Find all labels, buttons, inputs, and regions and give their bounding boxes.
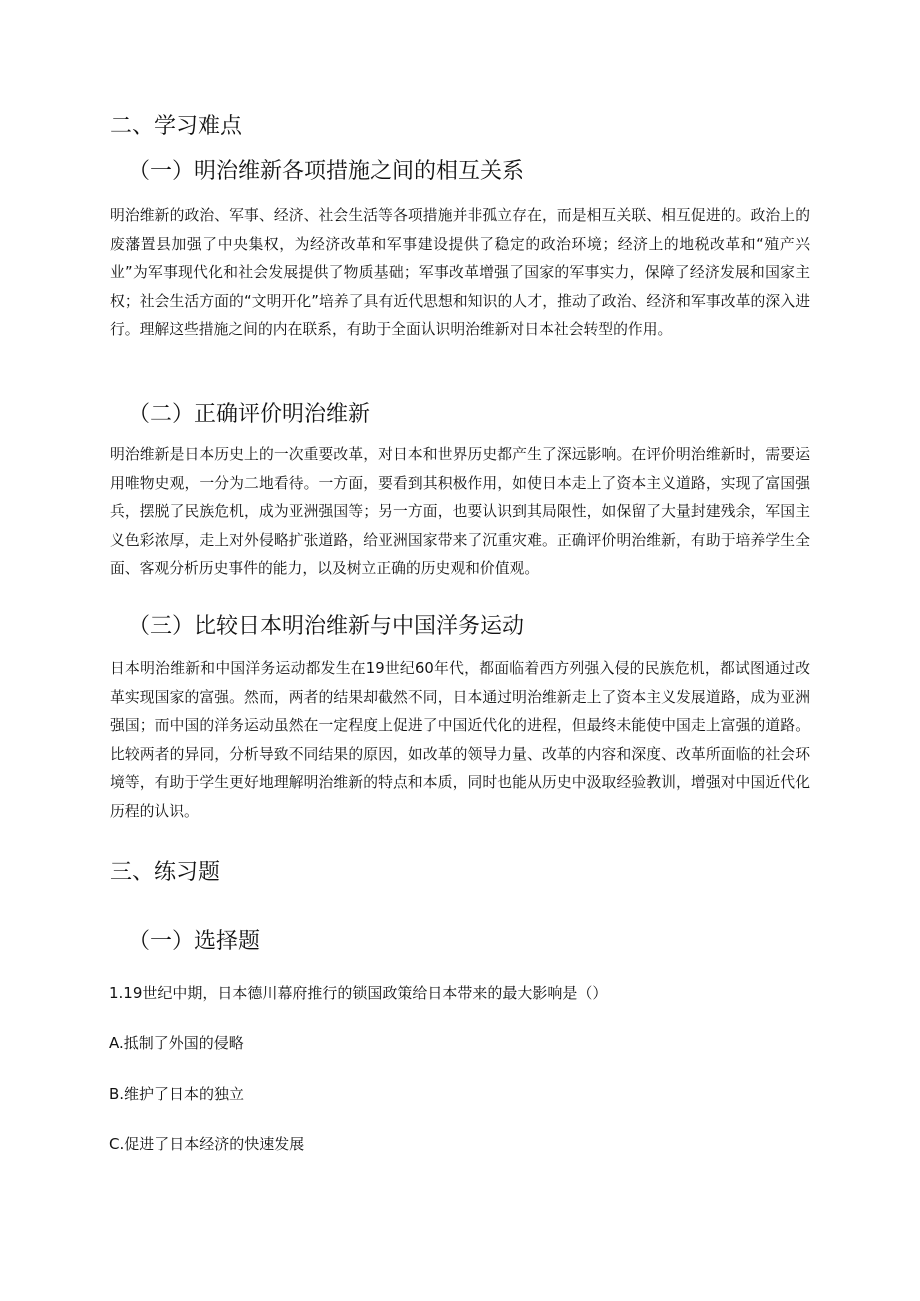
subheading-evaluate-meiji: （二）正确评价明治维新 [128, 402, 371, 427]
option-c: C.促进了日本经济的快速发展 [109, 1135, 305, 1153]
paragraph-compare-movements: 日本明治维新和中国洋务运动都发生在19世纪60年代，都面临着西方列强入侵的民族危机，都试图通过改革实现国家的富强。然而，两者的结果却截然不同，日本通过明治维新走上了资本主义发展道路，成为亚洲强国；而中国的洋务运动虽然在一定程度上促进了中国近代化的进程，但最终未能使中国走上富强的道路。比较两者的异同，分析导致不同结果的原因，如改革的领导力量、改革的内容和深度、改革所面临的社会环境等，有助于学生更好地理解明治维新的特点和本质，同时也能从历史中汲取经验教训，增强对中国近代化历程的认识。 [110, 660, 810, 820]
paragraph-evaluate-meiji: 明治维新是日本历史上的一次重要改革，对日本和世界历史都产生了深远影响。在评价明治维新时，需要运用唯物史观，一分为二地看待。一方面，要看到其积极作用，如使日本走上了资本主义道路，实现了富国强兵，摆脱了民族危机，成为亚洲强国等；另一方面，也要认识到其局限性，如保留了大量封建残余，军国主义色彩浓厚，走上对外侵略扩张道路，给亚洲国家带来了沉重灾难。正确评价明治维新，有助于培养学生全面、客观分析历史事件的能力，以及树立正确的历史观和价值观。 [110, 446, 810, 577]
subheading-multiple-choice: （一）选择题 [128, 929, 261, 954]
option-a: A.抵制了外国的侵略 [109, 1034, 244, 1052]
section-heading-difficulties: 二、学习难点 [110, 114, 243, 139]
paragraph-measures-relationship: 明治维新的政治、军事、经济、社会生活等各项措施并非孤立存在，而是相互关联、相互促进的。政治上的废藩置县加强了中央集权，为经济改革和军事建设提供了稳定的政治环境；经济上的地税改革和“殖产兴业”为军事现代化和社会发展提供了物质基础；军事改革增强了国家的军事实力，保障了经济发展和国家主权；社会生活方面的“文明开化”培养了具有近代思想和知识的人才，推动了政治、经济和军事改革的深入进行。理解这些措施之间的内在联系，有助于全面认识明治维新对日本社会转型的作用。 [110, 207, 810, 338]
subheading-measures-relationship: （一）明治维新各项措施之间的相互关系 [128, 159, 525, 184]
question-1: 1.19世纪中期，日本德川幕府推行的锁国政策给日本带来的最大影响是（） [109, 984, 608, 1002]
section-heading-exercises: 三、练习题 [110, 860, 221, 885]
option-b: B.维护了日本的独立 [109, 1085, 245, 1103]
subheading-compare-movements: （三）比较日本明治维新与中国洋务运动 [128, 614, 525, 639]
